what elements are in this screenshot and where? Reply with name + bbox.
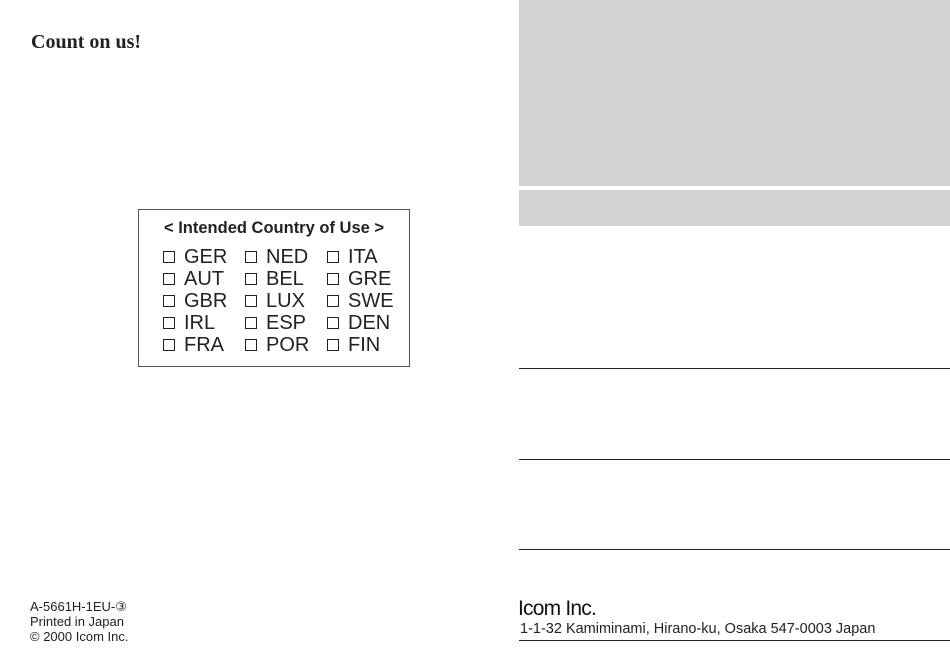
country-label: POR	[266, 334, 310, 356]
country-label: IRL	[184, 312, 216, 334]
country-option[interactable]	[245, 290, 327, 312]
country-option[interactable]	[163, 312, 245, 334]
country-option[interactable]	[163, 246, 245, 268]
country-option[interactable]	[327, 312, 409, 334]
country-option[interactable]	[245, 312, 327, 334]
printed-in: Printed in Japan	[30, 614, 124, 629]
checkbox-icon[interactable]	[327, 339, 339, 351]
company-address: 1-1-32 Kamiminami, Hirano-ku, Osaka 547-0003 Japan	[520, 621, 876, 637]
company-logo: Icom Inc.	[518, 597, 596, 620]
country-option[interactable]	[163, 268, 245, 290]
country-label: GRE	[348, 268, 392, 290]
checkbox-icon[interactable]	[163, 251, 175, 263]
intended-country-box	[138, 209, 410, 367]
country-label: LUX	[266, 290, 305, 312]
country-option[interactable]	[163, 290, 245, 312]
country-option[interactable]	[327, 246, 409, 268]
checkbox-icon[interactable]	[163, 295, 175, 307]
checkbox-icon[interactable]	[327, 295, 339, 307]
country-option[interactable]	[163, 334, 245, 356]
country-option[interactable]	[327, 334, 409, 356]
divider-line	[519, 549, 950, 550]
country-label: FIN	[348, 334, 381, 356]
checkbox-icon[interactable]	[245, 317, 257, 329]
doc-code: A-5661H-1EU-③	[30, 599, 127, 614]
checkbox-icon[interactable]	[327, 273, 339, 285]
divider-line	[519, 640, 950, 641]
country-label: GBR	[184, 290, 228, 312]
country-option[interactable]	[327, 290, 409, 312]
grey-strip	[519, 190, 950, 226]
checkbox-icon[interactable]	[327, 251, 339, 263]
country-option[interactable]	[245, 268, 327, 290]
grey-panel	[519, 0, 950, 186]
country-label: BEL	[266, 268, 304, 290]
country-option[interactable]	[245, 246, 327, 268]
country-label: NED	[266, 246, 309, 268]
country-box-title: < Intended Country of Use >	[163, 219, 385, 237]
copyright: © 2000 Icom Inc.	[30, 629, 129, 644]
country-label: ESP	[266, 312, 307, 334]
country-label: DEN	[348, 312, 391, 334]
checkbox-icon[interactable]	[245, 273, 257, 285]
checkbox-icon[interactable]	[245, 251, 257, 263]
footer-info	[30, 599, 128, 644]
checkbox-icon[interactable]	[245, 339, 257, 351]
checkbox-icon[interactable]	[245, 295, 257, 307]
country-label: ITA	[348, 246, 378, 268]
country-label: GER	[184, 246, 228, 268]
country-grid	[163, 246, 409, 356]
checkbox-icon[interactable]	[327, 317, 339, 329]
country-option[interactable]	[327, 268, 409, 290]
country-label: AUT	[184, 268, 224, 290]
country-label: FRA	[184, 334, 224, 356]
country-label: SWE	[348, 290, 394, 312]
divider-line	[519, 459, 950, 460]
divider-line	[519, 368, 950, 369]
country-option[interactable]	[245, 334, 327, 356]
checkbox-icon[interactable]	[163, 317, 175, 329]
slogan: Count on us!	[31, 31, 142, 53]
checkbox-icon[interactable]	[163, 339, 175, 351]
checkbox-icon[interactable]	[163, 273, 175, 285]
